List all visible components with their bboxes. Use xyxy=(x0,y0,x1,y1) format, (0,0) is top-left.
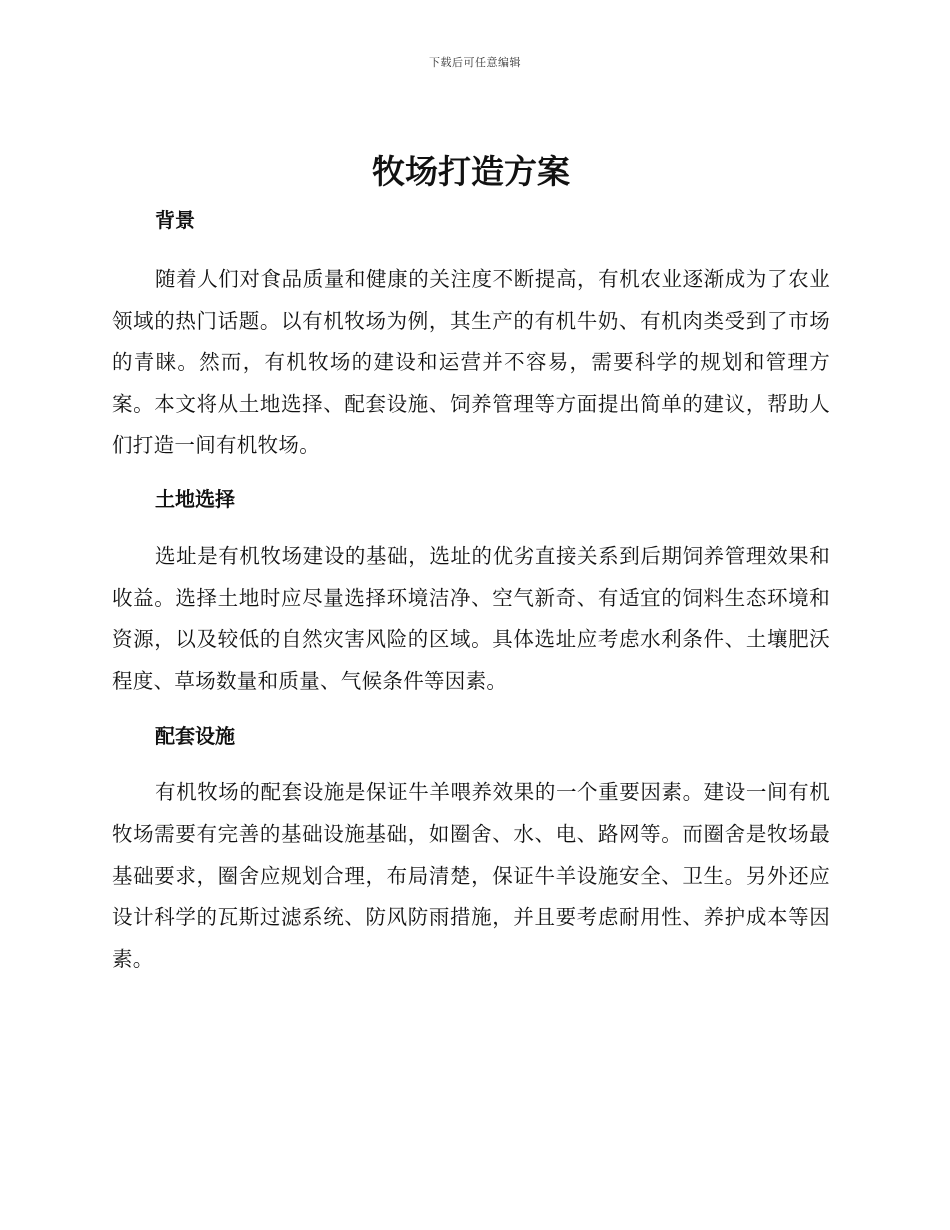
section-heading-facilities: 配套设施 xyxy=(155,724,235,749)
section-heading-background: 背景 xyxy=(155,208,195,232)
section-heading-land-selection: 土地选择 xyxy=(155,486,235,511)
section-paragraph-land-selection: 选址是有机牧场建设的基础，选址的优劣直接关系到后期饲养管理效果和收益。选择土地时应尽量选择环境洁净、空气新奇、有适宜的饲料生态环境和资源，以及较低的自然灾害风险的区域。具体选址应考虑水利条件、土壤肥沃程度、草场数量和质量、气候条件等因素。 xyxy=(112,543,830,693)
document-body xyxy=(112,148,830,980)
document-title: 牧场打造方案 xyxy=(372,152,570,191)
section-paragraph-background: 随着人们对食品质量和健康的关注度不断提高，有机农业逐渐成为了农业领域的热门话题。以有机牧场为例，其生产的有机牛奶、有机肉类受到了市场的青睐。然而，有机牧场的建设和运营并不容易，需要科学的规划和管理方案。本文将从土地选择、配套设施、饲养管理等方面提出简单的建议，帮助人们打造一间有机牧场。 xyxy=(112,267,830,458)
page-header-note: 下载后可任意编辑 xyxy=(429,56,521,69)
section-paragraph-facilities: 有机牧场的配套设施是保证牛羊喂养效果的一个重要因素。建设一间有机牧场需要有完善的基础设施基础，如圈舍、水、电、路网等。而圈舍是牧场最基础要求，圈舍应规划合理，布局清楚，保证牛羊设施安全、卫生。另外还应设计科学的瓦斯过滤系统、防风防雨措施，并且要考虑耐用性、养护成本等因素。 xyxy=(112,780,830,971)
